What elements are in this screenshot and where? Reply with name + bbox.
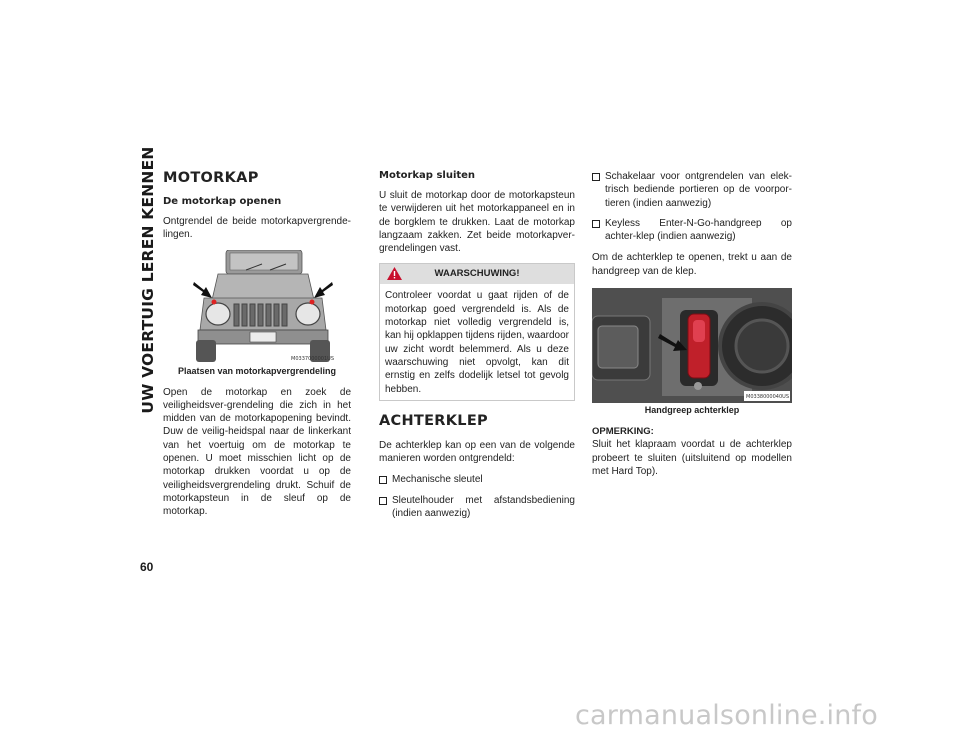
- paragraph-unlock: Ontgrendel de beide motorkapvergrende-lingen.: [163, 216, 351, 241]
- paragraph-close-hood: U sluit de motorkap door de motorkapsteun te verwijderen uit het motorkappaneel en in de borgklem te drukken. Laat de motorkap langzaam zakken. Zet beide motorkapver-grendelingen vast.: [379, 190, 575, 255]
- figure-code: M0338000040US: [746, 394, 789, 401]
- heading-achterklep: ACHTERKLEP: [379, 412, 488, 429]
- note-text: Sluit het klapraam voordat u de achterklep probeert te sluiten (uitsluitend op modellen met Hard Top).: [592, 439, 792, 477]
- warning-header: [380, 264, 574, 284]
- warning-triangle-icon: [387, 267, 402, 280]
- subheading-close-hood: Motorkap sluiten: [379, 170, 476, 181]
- warning-title: WAARSCHUWING!: [434, 268, 520, 280]
- column-2: [379, 170, 575, 528]
- checkbox-bullet-icon: [379, 476, 387, 484]
- side-tab-label: UW VOERTUIG LEREN KENNEN: [139, 146, 157, 414]
- checkbox-bullet-icon: [379, 497, 387, 505]
- paragraph-open-tailgate: Om de achterklep te openen, trekt u aan de handgreep van de klep.: [592, 252, 792, 277]
- paragraph-open-hood: Open de motorkap en zoek de veiligheidsver-grendeling die zich in het midden van de motorkapopening bevindt. Duw de veilig-heidspal naar de linkerkant van het voertuig om de motorkap te openen. U moet misschien licht op de motorkap drukken voordat u op de veiligheidsvergrendeling drukt. Schuif de motorkapsteun in de sleuf op de motorkap.: [163, 386, 351, 518]
- checkbox-bullet-icon: [592, 220, 600, 228]
- list-item: Keyless Enter-N-Go-handgreep op achter-klep (indien aanwezig): [592, 217, 792, 244]
- page-number: 60: [140, 560, 154, 574]
- heading-motorkap: MOTORKAP: [163, 170, 259, 186]
- column-3: [592, 170, 792, 486]
- section-side-tab: [138, 146, 158, 414]
- right-arrow-icon: [314, 282, 333, 298]
- warning-text: Controleer voordat u gaat rijden of de motorkap goed vergrendeld is. Als de motorkap niet volledig vergrendeld is, kan hij opklappen tijdens rijden, waardoor uw zicht wordt belemmerd. Als u deze waarschuwing niet opvolgt, kan dit ernstig en zelfs dodelijk letsel tot gevolg hebben.: [385, 290, 570, 395]
- tailgate-options-list-continued: [592, 170, 792, 243]
- figure-caption: Handgreep achterklep: [644, 405, 740, 416]
- subheading-open-hood: De motorkap openen: [163, 196, 282, 207]
- list-item: Sleutelhouder met afstandsbediening (indien aanwezig): [379, 494, 575, 521]
- left-arrow-icon: [193, 282, 212, 298]
- note-label: OPMERKING:: [592, 426, 654, 438]
- figure-caption: Plaatsen van motorkapvergrendeling: [177, 365, 337, 376]
- watermark-logo: carmanualsonline.info: [575, 700, 878, 731]
- list-item: Schakelaar voor ontgrendelen van elek-trisch bediende portieren op de voorpor-tieren (indien aanwezig): [592, 170, 792, 210]
- tailgate-options-list: [379, 473, 575, 520]
- list-item: Mechanische sleutel: [379, 473, 575, 486]
- figure-code: M0337000001US: [291, 355, 334, 362]
- checkbox-bullet-icon: [592, 173, 600, 181]
- column-1: [163, 170, 351, 527]
- hood-latch-figure: [190, 250, 336, 364]
- jeep-front-illustration: [190, 250, 336, 364]
- paragraph-tailgate-options: De achterklep kan op een van de volgende manieren worden ontgrendeld:: [379, 439, 575, 465]
- tailgate-handle-photo: [592, 288, 792, 403]
- warning-box: [379, 263, 575, 400]
- tailgate-handle-figure: [592, 288, 792, 403]
